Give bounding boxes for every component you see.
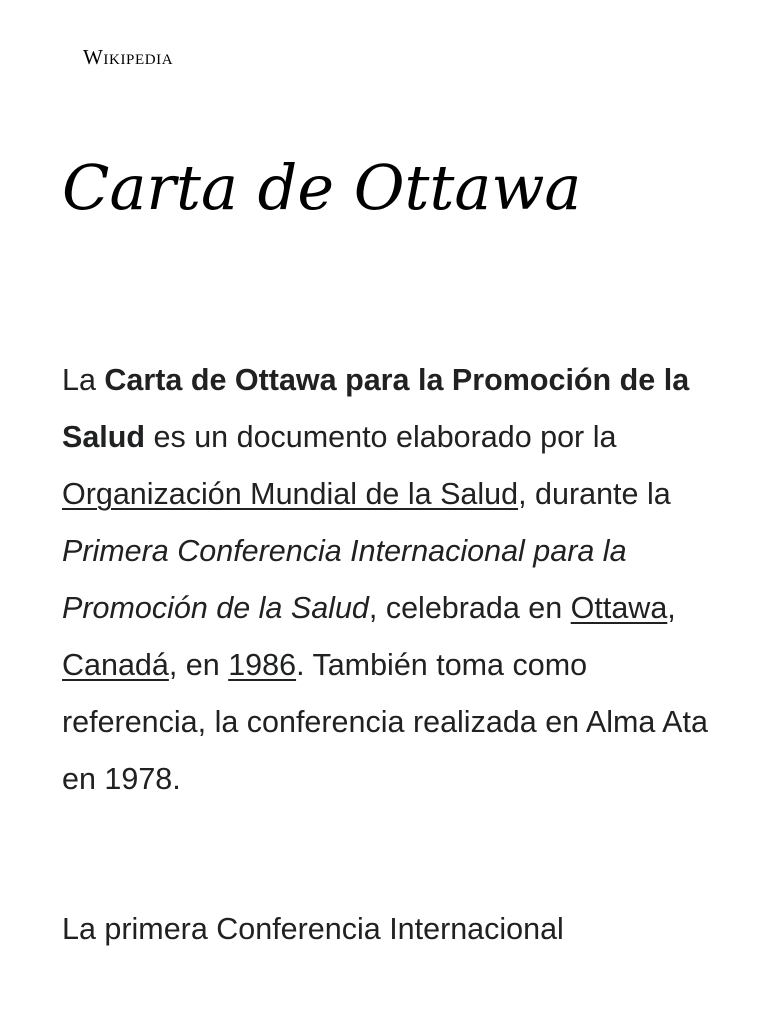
page-title: Carta de Ottawa [62, 151, 582, 224]
link-1986[interactable]: 1986 [228, 648, 297, 682]
header [83, 42, 173, 72]
text-segment: La [62, 363, 105, 397]
link-canada[interactable]: Canadá [62, 648, 169, 682]
link-ottawa[interactable]: Ottawa [570, 591, 668, 625]
text-segment: es un documento elaborado por la [145, 420, 617, 454]
link-organizacion-mundial-de-la-salud[interactable]: Organización Mundial de la Salud [62, 477, 519, 511]
article-subject-bold: Carta de Ottawa para la Promoción de la Salud [62, 363, 690, 454]
article-body [62, 352, 722, 958]
second-paragraph: La primera Conferencia Internacional [62, 912, 564, 946]
text-segment: , durante la [518, 477, 671, 511]
intro-paragraph [62, 352, 722, 808]
text-segment: , en [168, 648, 229, 682]
wikipedia-wordmark[interactable]: Wikipedia [83, 45, 174, 69]
text-segment: , [667, 591, 676, 625]
conference-name-italic: Primera Conferencia Internacional para la Promoción de la Salud [62, 534, 627, 625]
text-segment: , celebrada en [368, 591, 571, 625]
text-segment: . También toma como referencia, la conferencia realizada en Alma Ata en 1978. [62, 648, 708, 796]
